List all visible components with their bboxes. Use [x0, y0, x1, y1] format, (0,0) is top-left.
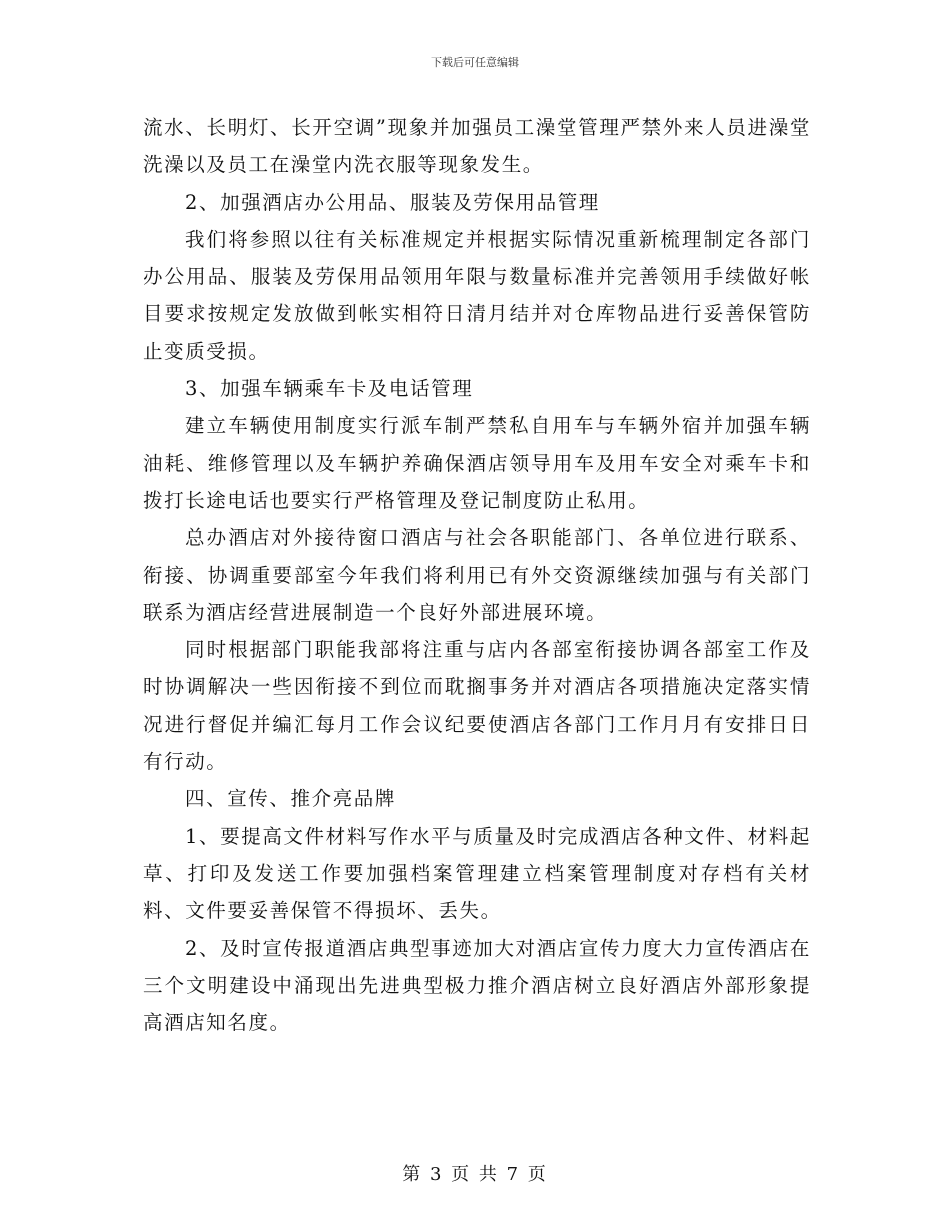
- paragraph-publicity: 2、及时宣传报道酒店典型事迹加大对酒店宣传力度大力宣传酒店在三个文明建设中涌现出先进典型极力推介酒店树立良好酒店外部形象提高酒店知名度。: [143, 936, 811, 1035]
- paragraph-vehicles: 建立车辆使用制度实行派车制严禁私自用车与车辆外宿并加强车辆油耗、维修管理以及车辆护养确保酒店领导用车及用车安全对乘车卡和拨打长途电话也要实行严格管理及登记制度防止私用。: [143, 414, 811, 512]
- header-note: 下载后可任意编辑: [431, 56, 519, 69]
- page-number: 第 3 页 共 7 页: [402, 1164, 548, 1185]
- section-heading-office-supplies: 2、加强酒店办公用品、服装及劳保用品管理: [185, 190, 600, 214]
- paragraph-external-liaison: 总办酒店对外接待窗口酒店与社会各职能部门、各单位进行联系、衔接、协调重要部室今年我们将利用已有外交资源继续加强与有关部门联系为酒店经营进展制造一个良好外部进展环境。: [143, 526, 811, 624]
- paragraph-1: 流水、长明灯、长开空调”现象并加强员工澡堂管理严禁外来人员进澡堂洗澡以及员工在澡堂内洗衣服等现象发生。: [143, 116, 811, 177]
- document-body: [143, 109, 811, 1041]
- section-heading-publicity: 四、宣传、推介亮品牌: [185, 787, 397, 811]
- paragraph-internal-coordination: 同时根据部门职能我部将注重与店内各部室衔接协调各部室工作及时协调解决一些因衔接不到位而耽搁事务并对酒店各项措施决定落实情况进行督促并编汇每月工作会议纪要使酒店各部门工作月月有安排日日有行动。: [143, 638, 811, 774]
- section-heading-vehicles: 3、加强车辆乘车卡及电话管理: [185, 377, 474, 401]
- paragraph-documents: 1、要提高文件材料写作水平与质量及时完成酒店各种文件、材料起草、打印及发送工作要加强档案管理建立档案管理制度对存档有关材料、文件要妥善保管不得损坏、丢失。: [143, 824, 811, 923]
- paragraph-office-supplies: 我们将参照以往有关标准规定并根据实际情况重新梳理制定各部门办公用品、服装及劳保用品领用年限与数量标准并完善领用手续做好帐目要求按规定发放做到帐实相符日清月结并对仓库物品进行妥善保管防止变质受损。: [143, 227, 811, 363]
